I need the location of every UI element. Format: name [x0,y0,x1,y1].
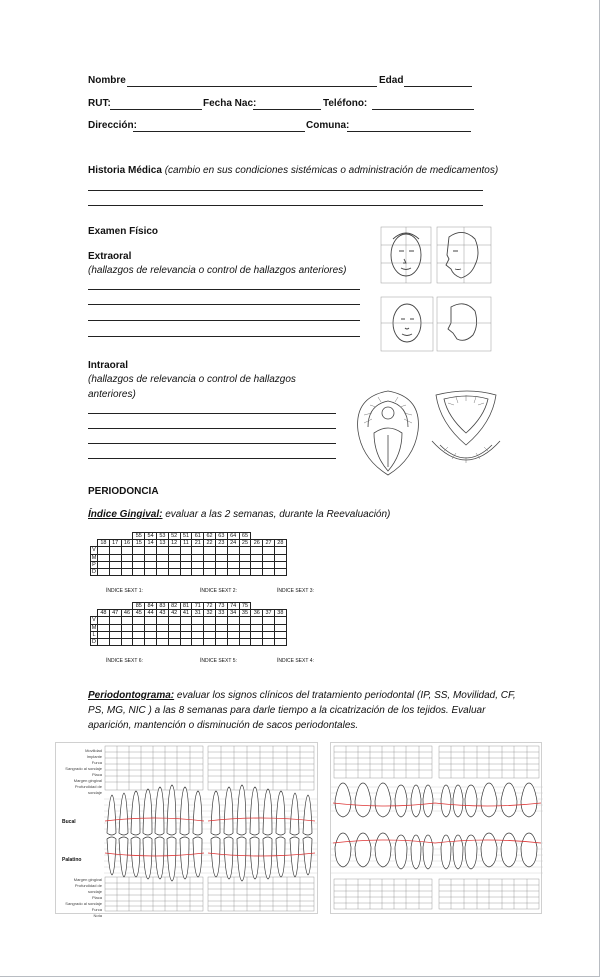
intraoral-field-3[interactable] [88,443,336,444]
tooth-cell: 43 [156,610,168,617]
periodontograma-paragraph [88,688,518,733]
tooth-cell: 32 [204,610,216,617]
edad-field[interactable] [404,86,472,87]
chart-row-label: Profundidad de sondaje [74,883,102,894]
tooth-cell: 38 [274,610,286,617]
gingival-index-upper-table [90,532,287,576]
comuna-label: Comuna: [306,120,350,131]
row-label: P [92,561,96,568]
periodoncia-title: PERIODONCIA [88,486,159,497]
tooth-cell: 45 [133,610,145,617]
lower-primary-row [91,603,287,610]
chart-row-label: Profundidad de sondaje [74,784,102,795]
sext-label: ÍNDICE SEXT 5: [200,658,237,664]
periodontal-chart-left [55,742,318,918]
palatino-label: Palatino [62,857,82,863]
intraoral-field-1[interactable] [88,413,336,414]
tooth-cell: 74 [227,603,239,610]
score-row [91,631,287,638]
oral-cavity-diagram-figure [348,383,503,479]
tooth-cell: 24 [227,540,239,547]
periodontal-chart-left-drawing [104,745,317,913]
tooth-cell: 37 [263,610,275,617]
score-row [91,547,287,554]
tooth-cell: 51 [180,533,192,540]
tooth-cell: 23 [215,540,227,547]
historia-title: Historia Médica [88,165,162,176]
extraoral-title: Extraoral [88,251,132,262]
tooth-cell: 22 [204,540,216,547]
tooth-cell: 27 [263,540,275,547]
periodontograma-note: evaluar los signos clínicos del tratamiento periodontal (IP, SS, Movilidad, CF, PS, MG, NIC ) a las 8 semanas para darle tiempo a la cicatrización de los tejidos. Evaluar aparición, mantención o disminución de sacos periodontales. [88,690,516,731]
intraoral-note-2: anteriores) [88,389,136,400]
extraoral-field-1[interactable] [88,289,360,290]
row-label: M [91,624,97,631]
score-row [91,561,287,568]
tooth-cell: 81 [180,603,192,610]
tooth-cell: 31 [192,610,204,617]
score-row [91,624,287,631]
rut-field[interactable] [110,109,202,110]
chart-row-label: Margen gingival [73,778,102,783]
tooth-cell: 26 [251,540,263,547]
tooth-cell: 54 [145,533,157,540]
tooth-cell: 12 [168,540,180,547]
telefono-label: Teléfono: [323,98,368,109]
periodontal-chart-right [330,742,542,914]
upper-primary-row [91,533,287,540]
chart-row-label: Sangrado al sondaje [65,766,102,771]
historia-note: (cambio en sus condiciones sistémicas o administración de medicamentos) [164,165,499,176]
tooth-cell: 16 [121,540,133,547]
indice-note: evaluar a las 2 semanas, durante la Reevaluación) [162,509,391,520]
tooth-cell: 28 [274,540,286,547]
tooth-cell: 44 [145,610,157,617]
sext-label: ÍNDICE SEXT 3: [277,588,314,594]
bucal-label: Bucal [62,819,76,825]
tooth-cell: 64 [227,533,239,540]
row-label: L [92,631,96,638]
tooth-cell: 71 [192,603,204,610]
fecha-field[interactable] [253,109,321,110]
nombre-row [88,75,126,86]
sext-label: ÍNDICE SEXT 6: [106,658,143,664]
tooth-cell: 47 [109,610,121,617]
tooth-cell: 17 [109,540,121,547]
chart-row-label: Margen gingival [73,877,102,882]
extraoral-field-2[interactable] [88,304,360,305]
extraoral-note: (hallazgos de relevancia o control de hallazgos anteriores) [88,265,347,276]
tooth-cell: 25 [239,540,251,547]
tooth-cell: 55 [133,533,145,540]
chart-row-label: Sangrado al sondaje [65,901,102,906]
tooth-cell: 15 [133,540,145,547]
nombre-field[interactable] [127,86,377,87]
tooth-cell: 13 [156,540,168,547]
upper-permanent-row [91,540,287,547]
chart-row-label: Movilidad [85,748,102,753]
score-row [91,568,287,575]
score-row [91,638,287,645]
intraoral-field-4[interactable] [88,458,336,459]
sext-label: ÍNDICE SEXT 2: [200,588,237,594]
chart-row-labels-top [60,748,102,796]
chart-row-label: Furca [91,907,102,912]
lower-permanent-row [91,610,287,617]
tooth-cell: 52 [168,533,180,540]
chart-row-labels-bottom [60,877,102,919]
row-label: D [92,569,96,576]
sext-label: ÍNDICE SEXT 4: [277,658,314,664]
tooth-cell: 72 [204,603,216,610]
edad-label: Edad [379,75,404,86]
nombre-label: Nombre [88,75,126,86]
row-label: M [91,554,97,561]
tooth-cell: 63 [215,533,227,540]
tooth-cell: 53 [156,533,168,540]
row-label: V [92,547,96,554]
tooth-cell: 46 [121,610,133,617]
tooth-cell: 33 [215,610,227,617]
periodontograma-title: Periodontograma: [88,690,175,701]
chart-row-label: Placa [91,772,102,777]
examen-title: Examen Físico [88,226,159,237]
chart-row-label: Furca [91,760,102,765]
tooth-cell: 18 [98,540,110,547]
extraoral-field-3[interactable] [88,320,360,321]
tooth-cell: 48 [98,610,110,617]
historia-field-2[interactable] [88,205,483,206]
tooth-cell: 14 [145,540,157,547]
intraoral-note-1: (hallazgos de relevancia o control de hallazgos [88,374,296,385]
tooth-cell: 75 [239,603,251,610]
tooth-cell: 11 [180,540,192,547]
extraoral-field-4[interactable] [88,336,360,337]
tooth-cell: 35 [239,610,251,617]
tooth-cell: 65 [239,533,251,540]
historia-heading [88,165,498,176]
tooth-cell: 85 [133,603,145,610]
gingival-index-lower-table [90,602,287,646]
row-label: V [92,617,96,624]
direccion-field[interactable] [133,131,305,132]
tooth-cell: 73 [215,603,227,610]
score-row [91,617,287,624]
tooth-cell: 42 [168,610,180,617]
head-diagram-figure [377,225,495,353]
tooth-cell: 41 [180,610,192,617]
rut-label: RUT: [88,98,111,109]
telefono-field[interactable] [372,109,474,110]
direccion-label: Dirección: [88,120,137,131]
tooth-cell: 83 [156,603,168,610]
chart-row-label: Implante [86,754,102,759]
tooth-cell: 34 [227,610,239,617]
tooth-cell: 62 [204,533,216,540]
sext-label: ÍNDICE SEXT 1: [106,588,143,594]
tooth-cell: 84 [145,603,157,610]
fecha-label: Fecha Nac: [203,98,257,109]
chart-row-label: Nota [93,913,102,918]
periodontal-chart-right-drawing [331,743,543,915]
score-row [91,554,287,561]
tooth-cell: 61 [192,533,204,540]
row-label: D [92,639,96,646]
historia-field-1[interactable] [88,190,483,191]
tooth-cell: 36 [251,610,263,617]
intraoral-title: Intraoral [88,360,129,371]
chart-row-label: Placa [91,895,102,900]
tooth-cell: 21 [192,540,204,547]
tooth-cell: 82 [168,603,180,610]
comuna-field[interactable] [347,131,471,132]
indice-title: Índice Gingival: [88,509,163,520]
intraoral-field-2[interactable] [88,428,336,429]
indice-heading [88,509,390,520]
